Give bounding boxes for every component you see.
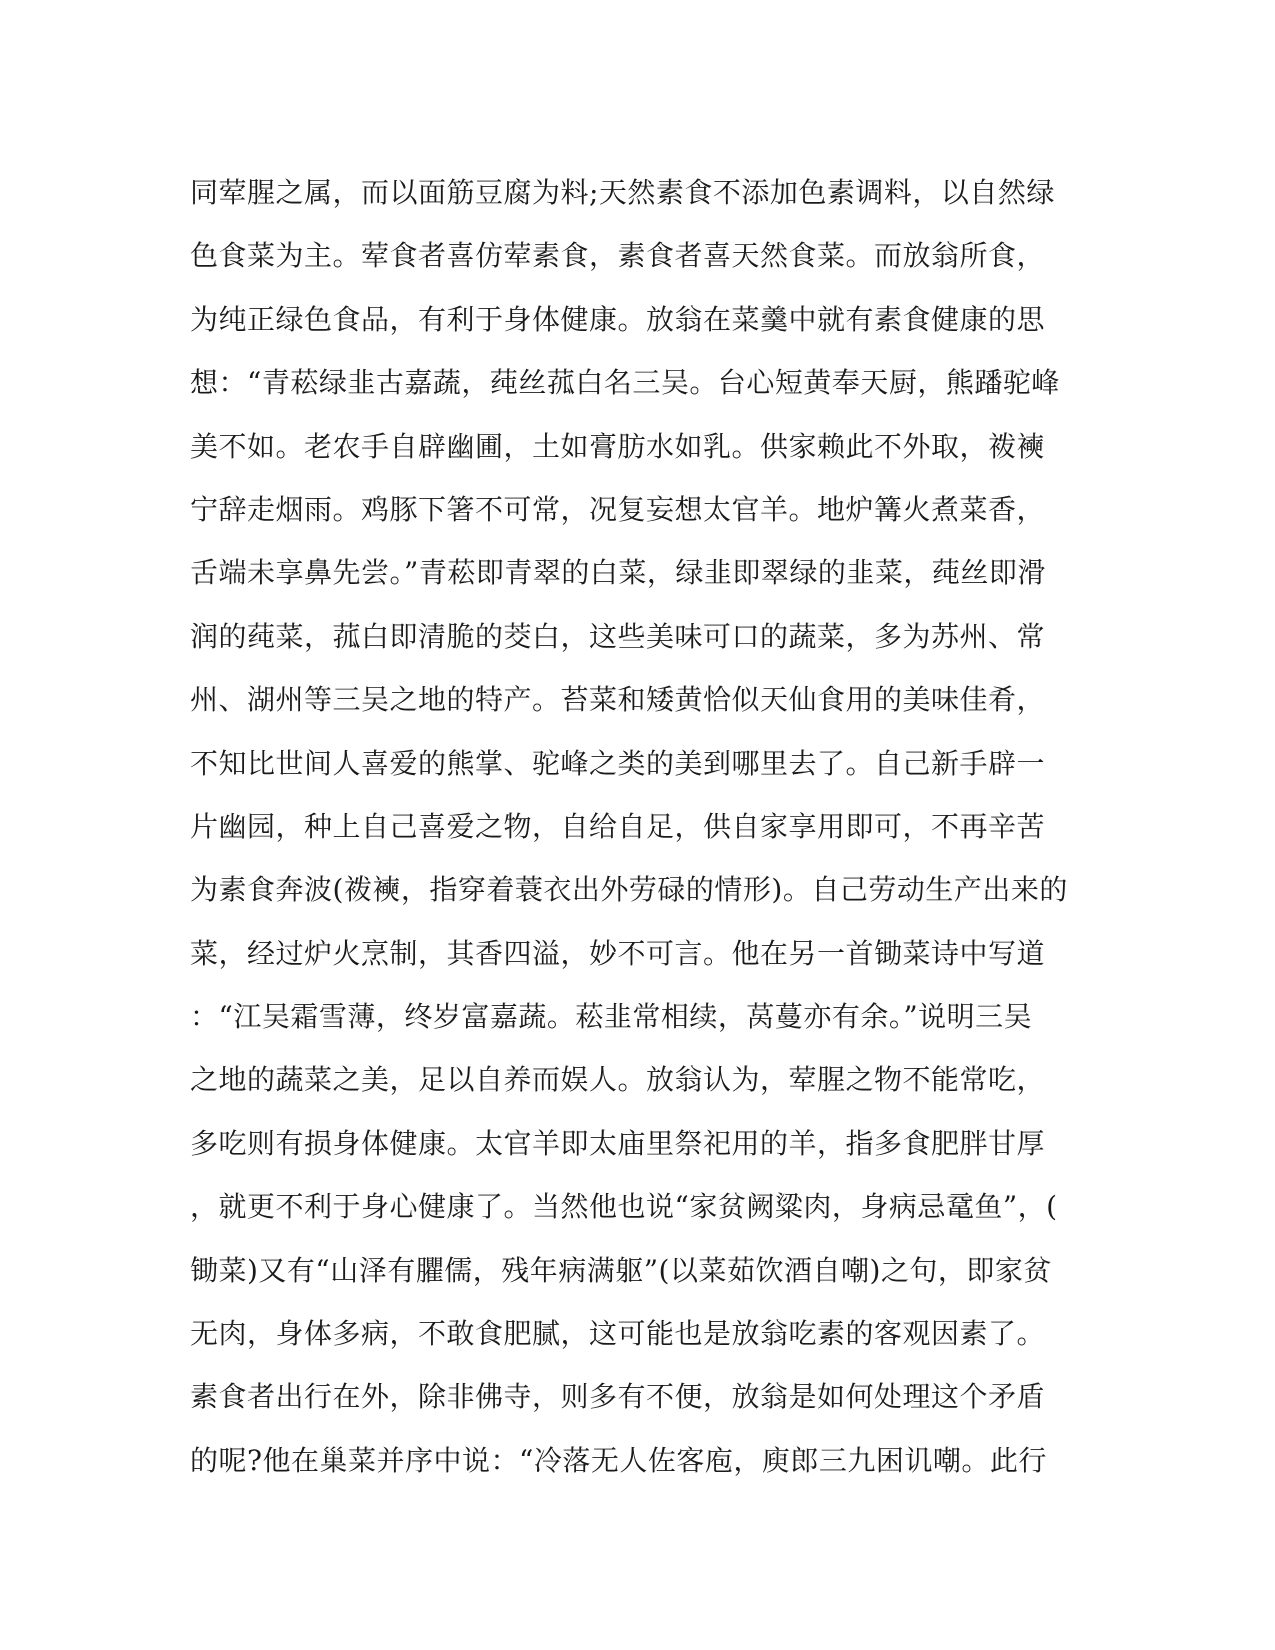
text-line-21: 的呢?他在巢菜并序中说：“冷落无人佐客庖，庾郎三九困讥嘲。此行 [190,1443,1047,1477]
text-line-5: 美不如。老农手自辟幽圃，土如膏肪水如乳。供家赖此不外取，袯襫 [190,429,1046,463]
text-line-2: 色食菜为主。荤食者喜仿荤素食，素食者喜天然食菜。而放翁所食， [190,239,1046,273]
text-line-12: 为素食奔波(袯襫，指穿着蓑衣出外劳碌的情形)。自己劳动生产出来的 [190,873,1068,907]
text-line-4: 想：“青菘绿韭古嘉蔬，莼丝菰白名三吴。台心短黄奉天厨，熊蹯驼峰 [190,366,1060,400]
text-line-9: 州、湖州等三吴之地的特产。苔菜和矮黄恰似天仙食用的美味佳肴， [190,683,1046,717]
text-line-18: 锄菜)又有“山泽有臞儒，残年病满躯”(以菜茹饮酒自嘲)之句，即家贫 [190,1253,1052,1287]
text-line-13: 菜，经过炉火烹制，其香四溢，妙不可言。他在另一首锄菜诗中写道 [190,936,1046,970]
text-line-20: 素食者出行在外，除非佛寺，则多有不便，放翁是如何处理这个矛盾 [190,1380,1046,1414]
text-line-7: 舌端未享鼻先尝。”青菘即青翠的白菜，绿韭即翠绿的韭菜，莼丝即滑 [190,556,1046,590]
text-line-8: 润的莼菜，菰白即清脆的茭白，这些美味可口的蔬菜，多为苏州、常 [190,619,1046,653]
text-line-10: 不知比世间人喜爱的熊掌、驼峰之类的美到哪里去了。自己新手辟一 [190,746,1046,780]
body-text [190,161,1090,1492]
text-line-19: 无肉，身体多病，不敢食肥腻，这可能也是放翁吃素的客观因素了。 [190,1317,1046,1351]
text-line-14: ：“江吴霜雪薄，终岁富嘉蔬。菘韭常相续，莴蔓亦有余。”说明三吴 [190,1000,1033,1034]
text-line-11: 片幽园，种上自己喜爱之物，自给自足，供自家享用即可，不再辛苦 [190,809,1046,843]
text-line-17: ，就更不利于身心健康了。当然他也说“家贫阙粱肉，身病忌鼋鱼”，( [190,1190,1058,1224]
text-line-6: 宁辞走烟雨。鸡豚下箸不可常，况复妄想太官羊。地炉篝火煮菜香， [190,492,1046,526]
text-line-16: 多吃则有损身体健康。太官羊即太庙里祭祀用的羊，指多食肥胖甘厚 [190,1126,1046,1160]
text-line-15: 之地的蔬菜之美，足以自养而娱人。放翁认为，荤腥之物不能常吃， [190,1063,1046,1097]
text-line-3: 为纯正绿色食品，有利于身体健康。放翁在菜羹中就有素食健康的思 [190,302,1046,336]
text-line-1: 同荤腥之属，而以面筋豆腐为料;天然素食不添加色素调料，以自然绿 [190,176,1055,209]
